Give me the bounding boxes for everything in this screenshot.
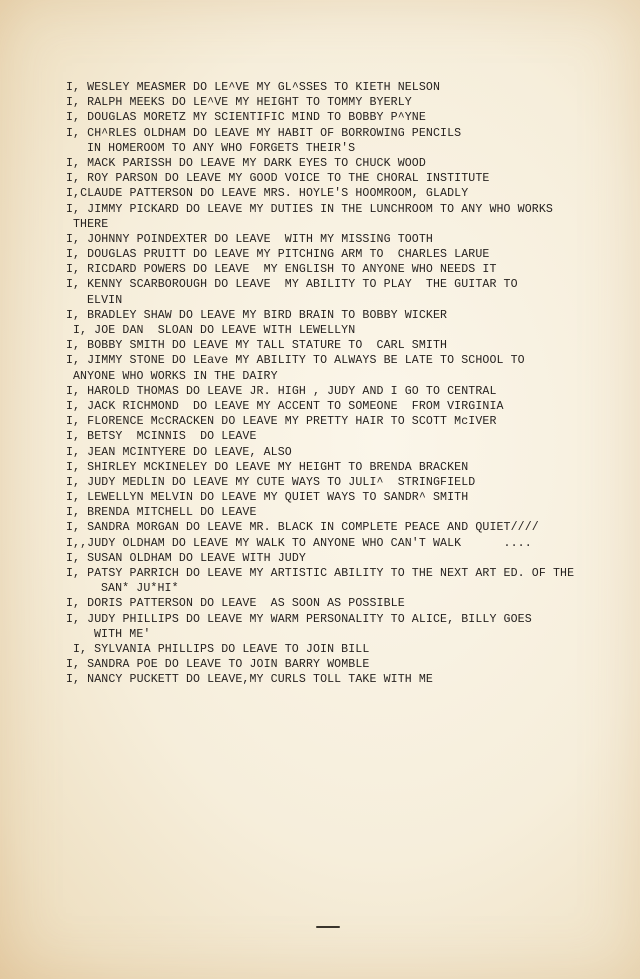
text-line: WITH ME' <box>94 627 151 641</box>
text-line: I, SUSAN OLDHAM DO LEAVE WITH JUDY <box>66 551 306 565</box>
text-line: I, JUDY MEDLIN DO LEAVE MY CUTE WAYS TO JULI^ STRINGFIELD <box>66 475 476 489</box>
text-line: I, SANDRA MORGAN DO LEAVE MR. BLACK IN COMPLETE PEACE AND QUIET//// <box>66 521 539 535</box>
text-line: I, MACK PARISSH DO LEAVE MY DARK EYES TO CHUCK WOOD <box>66 156 426 170</box>
text-line: I, BOBBY SMITH DO LEAVE MY TALL STATURE TO CARL SMITH <box>66 339 448 353</box>
text-line: I, BETSY MCINNIS DO LEAVE <box>66 430 257 444</box>
text-line: I, SANDRA POE DO LEAVE TO JOIN BARRY WOMBLE <box>66 658 370 672</box>
text-line: I, JEAN MCINTYERE DO LEAVE, ALSO <box>66 445 292 459</box>
document-text <box>66 80 616 688</box>
text-line: I, JIMMY PICKARD DO LEAVE MY DUTIES IN THE LUNCHROOM TO ANY WHO WORKS <box>66 202 553 216</box>
text-line: I, JUDY PHILLIPS DO LEAVE MY WARM PERSONALITY TO ALICE, BILLY GOES <box>66 612 532 626</box>
text-line: I, HAROLD THOMAS DO LEAVE JR. HIGH , JUDY AND I GO TO CENTRAL <box>66 384 497 398</box>
text-line: I, NANCY PUCKETT DO LEAVE,MY CURLS TOLL TAKE WITH ME <box>66 673 433 687</box>
text-line: I, LEWELLYN MELVIN DO LEAVE MY QUIET WAYS TO SANDR^ SMITH <box>66 491 469 505</box>
text-line: I, KENNY SCARBOROUGH DO LEAVE MY ABILITY TO PLAY THE GUITAR TO <box>66 278 518 292</box>
text-line: I, JOHNNY POINDEXTER DO LEAVE WITH MY MISSING TOOTH <box>66 232 433 246</box>
page-mark <box>316 926 340 928</box>
text-line: I, BRADLEY SHAW DO LEAVE MY BIRD BRAIN TO BOBBY WICKER <box>66 308 448 322</box>
text-line: I, WESLEY MEASMER DO LE^VE MY GL^SSES TO KIETH NELSON <box>66 81 441 94</box>
text-line: I, JIMMY STONE DO LEave MY ABILITY TO ALWAYS BE LATE TO SCHOOL TO <box>66 354 525 368</box>
text-line: ELVIN <box>87 293 123 307</box>
text-line: I, DOUGLAS PRUITT DO LEAVE MY PITCHING ARM TO CHARLES LARUE <box>66 248 490 262</box>
text-line: I, ROY PARSON DO LEAVE MY GOOD VOICE TO THE CHORAL INSTITUTE <box>66 172 490 186</box>
text-line: THERE <box>73 217 109 231</box>
text-line: I, SYLVANIA PHILLIPS DO LEAVE TO JOIN BILL <box>73 642 370 656</box>
text-line: IN HOMEROOM TO ANY WHO FORGETS THEIR'S <box>87 141 356 155</box>
text-line: I, RALPH MEEKS DO LE^VE MY HEIGHT TO TOMMY BYERLY <box>66 96 412 110</box>
text-line: I, CH^RLES OLDHAM DO LEAVE MY HABIT OF BORROWING PENCILS <box>66 126 462 140</box>
text-line: I,CLAUDE PATTERSON DO LEAVE MRS. HOYLE'S HOOMROOM, GLADLY <box>66 187 469 201</box>
text-line: I, SHIRLEY MCKINELEY DO LEAVE MY HEIGHT TO BRENDA BRACKEN <box>66 460 469 474</box>
text-line: I, RICDARD POWERS DO LEAVE MY ENGLISH TO ANYONE WHO NEEDS IT <box>66 263 497 277</box>
text-line: I, BRENDA MITCHELL DO LEAVE <box>66 506 257 520</box>
text-line: I, JACK RICHMOND DO LEAVE MY ACCENT TO SOMEONE FROM VIRGINIA <box>66 399 504 413</box>
text-line: ANYONE WHO WORKS IN THE DAIRY <box>73 369 278 383</box>
text-line: I,,JUDY OLDHAM DO LEAVE MY WALK TO ANYONE WHO CAN'T WALK .... <box>66 536 532 550</box>
text-line: SAN* JU*HI* <box>101 582 179 596</box>
text-line: I, JOE DAN SLOAN DO LEAVE WITH LEWELLYN <box>73 324 356 337</box>
text-line: I, DOUGLAS MORETZ MY SCIENTIFIC MIND TO BOBBY P^YNE <box>66 111 426 125</box>
text-line: I, PATSY PARRICH DO LEAVE MY ARTISTIC ABILITY TO THE NEXT ART ED. OF THE <box>66 567 575 580</box>
text-line: I, FLORENCE McCRACKEN DO LEAVE MY PRETTY HAIR TO SCOTT McIVER <box>66 415 497 429</box>
text-line: I, DORIS PATTERSON DO LEAVE AS SOON AS POSSIBLE <box>66 597 405 611</box>
